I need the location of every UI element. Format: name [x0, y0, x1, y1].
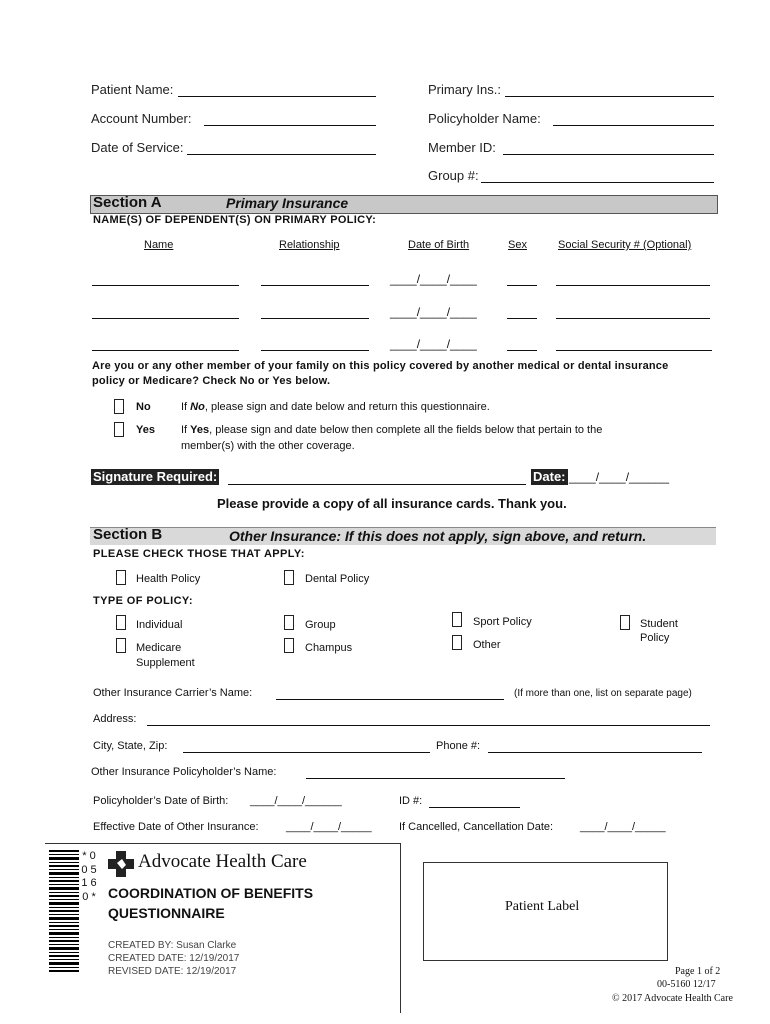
group-checkbox[interactable]	[284, 615, 294, 630]
patient-name-field[interactable]	[178, 96, 376, 97]
dep2-dob-field[interactable]: ____/____/____	[390, 305, 477, 319]
copyright: © 2017 Advocate Health Care	[612, 993, 733, 1004]
revised-date: REVISED DATE: 12/19/2017	[108, 966, 237, 977]
other-coverage-question: Are you or any other member of your family on this policy covered by another medical or dental insurance policy or Medicare? Check No or Yes below.	[92, 360, 669, 387]
type-heading: TYPE OF POLICY:	[93, 595, 193, 607]
student-policy-label-2: Policy	[640, 632, 670, 644]
dep1-name-field[interactable]	[92, 285, 239, 286]
col-name: Name	[144, 239, 174, 251]
dep3-dob-field[interactable]: ____/____/____	[390, 337, 477, 351]
dep1-relationship-field[interactable]	[261, 285, 369, 286]
id-label: ID #:	[399, 795, 423, 807]
group-policy-label: Group	[305, 619, 336, 631]
dep2-name-field[interactable]	[92, 318, 239, 319]
carrier-note: (If more than one, list on separate page)	[514, 688, 692, 699]
other-policyholder-field[interactable]	[306, 778, 565, 779]
col-sex: Sex	[508, 239, 527, 251]
dep3-relationship-field[interactable]	[261, 350, 369, 351]
signature-label: Signature Required:	[93, 469, 218, 484]
cancellation-date-label: If Cancelled, Cancellation Date:	[399, 821, 554, 833]
dep1-ssn-field[interactable]	[556, 285, 710, 286]
form-number: 00-5160 12/17	[657, 979, 716, 990]
no-label: No	[136, 401, 151, 413]
dep3-sex-field[interactable]	[507, 350, 537, 351]
student-policy-checkbox[interactable]	[620, 615, 630, 630]
form-title-line2: QUESTIONNAIRE	[108, 905, 225, 921]
dep1-dob-field[interactable]: ____/____/____	[390, 272, 477, 286]
signature-field[interactable]	[228, 484, 526, 485]
city-state-zip-label: City, State, Zip:	[93, 740, 168, 752]
check-heading: PLEASE CHECK THOSE THAT APPLY:	[93, 548, 305, 560]
section-b-label: Section B	[93, 526, 163, 543]
primary-ins-field[interactable]	[505, 96, 714, 97]
address-field[interactable]	[147, 725, 710, 726]
medicare-label-1: Medicare	[136, 642, 182, 654]
created-date: CREATED DATE: 12/19/2017	[108, 953, 240, 964]
policyholder-dob-field[interactable]: ____/____/______	[250, 795, 342, 807]
champus-label: Champus	[305, 642, 353, 654]
effective-date-field[interactable]: ____/____/_____	[286, 821, 372, 833]
medicare-supplement-checkbox[interactable]	[116, 638, 126, 653]
other-policyholder-label: Other Insurance Policyholder’s Name:	[91, 766, 277, 778]
yes-label: Yes	[136, 424, 155, 436]
address-label: Address:	[93, 713, 137, 725]
group-label: Group #:	[428, 168, 479, 183]
account-number-field[interactable]	[204, 125, 376, 126]
no-checkbox[interactable]	[114, 399, 124, 414]
policyholder-name-field[interactable]	[553, 125, 714, 126]
yes-checkbox[interactable]	[114, 422, 124, 437]
policyholder-dob-label: Policyholder’s Date of Birth:	[93, 795, 229, 807]
created-by: CREATED BY: Susan Clarke	[108, 940, 237, 951]
page-number: Page 1 of 2	[675, 966, 721, 977]
form-title-line1: COORDINATION OF BENEFITS	[108, 885, 314, 901]
section-a-label: Section A	[93, 194, 162, 211]
barcode-text: * 0 0 5 1 6 0 *	[81, 850, 97, 903]
account-number-label: Account Number:	[91, 111, 192, 126]
group-field[interactable]	[481, 182, 714, 183]
phone-label: Phone #:	[436, 740, 481, 752]
other-label: Other	[473, 639, 501, 651]
cancellation-date-field[interactable]: ____/____/_____	[580, 821, 666, 833]
copy-cards-note: Please provide a copy of all insurance cards. Thank you.	[217, 496, 567, 511]
city-state-zip-field[interactable]	[183, 752, 430, 753]
patient-label-text: Patient Label	[505, 899, 580, 914]
yes-instruction: If Yes, please sign and date below then complete all the fields below that pertain to the	[181, 424, 603, 436]
member-id-label: Member ID:	[428, 140, 496, 155]
advocate-logo-text: Advocate Health Care	[138, 851, 307, 872]
col-relationship: Relationship	[279, 239, 340, 251]
id-field[interactable]	[429, 807, 520, 808]
signature-date-label: Date:	[533, 469, 566, 484]
health-policy-label: Health Policy	[136, 573, 201, 585]
student-policy-label-1: Student	[640, 618, 678, 630]
dep3-ssn-field[interactable]	[556, 350, 712, 351]
sport-policy-checkbox[interactable]	[452, 612, 462, 627]
dental-policy-checkbox[interactable]	[284, 570, 294, 585]
signature-date-field[interactable]: ____/____/______	[569, 470, 670, 484]
dep2-relationship-field[interactable]	[261, 318, 369, 319]
footer-divider	[400, 843, 401, 1013]
champus-checkbox[interactable]	[284, 638, 294, 653]
section-a-subtitle: Primary Insurance	[226, 195, 349, 211]
col-ssn: Social Security # (Optional)	[558, 239, 692, 251]
col-date-of-birth: Date of Birth	[408, 239, 470, 251]
date-of-service-label: Date of Service:	[91, 140, 184, 155]
medicare-label-2: Supplement	[136, 657, 195, 669]
carrier-label: Other Insurance Carrier’s Name:	[93, 687, 253, 699]
barcode	[45, 848, 85, 978]
section-a-bar	[90, 195, 718, 214]
dep2-sex-field[interactable]	[507, 318, 537, 319]
phone-field[interactable]	[488, 752, 702, 753]
other-checkbox[interactable]	[452, 635, 462, 650]
section-b-subtitle: Other Insurance: If this does not apply, sign above, and return.	[229, 528, 647, 544]
advocate-cross-icon	[106, 849, 136, 879]
yes-instruction-line2: member(s) with the other coverage.	[181, 440, 355, 452]
no-instruction: If No, please sign and date below and return this questionnaire.	[181, 401, 490, 413]
member-id-field[interactable]	[503, 154, 714, 155]
dep2-ssn-field[interactable]	[556, 318, 710, 319]
effective-date-label: Effective Date of Other Insurance:	[93, 821, 259, 833]
dep3-name-field[interactable]	[92, 350, 239, 351]
footer-top-rule	[45, 843, 401, 844]
date-of-service-field[interactable]	[187, 154, 376, 155]
carrier-field[interactable]	[276, 699, 504, 700]
dental-policy-label: Dental Policy	[305, 573, 370, 585]
health-policy-checkbox[interactable]	[116, 570, 126, 585]
individual-checkbox[interactable]	[116, 615, 126, 630]
primary-ins-label: Primary Ins.:	[428, 82, 501, 97]
sport-policy-label: Sport Policy	[473, 616, 532, 628]
dep1-sex-field[interactable]	[507, 285, 537, 286]
dependents-heading: NAME(S) OF DEPENDENT(S) ON PRIMARY POLICY:	[93, 214, 377, 226]
patient-name-label: Patient Name:	[91, 82, 174, 97]
policyholder-name-label: Policyholder Name:	[428, 111, 541, 126]
individual-label: Individual	[136, 619, 183, 631]
